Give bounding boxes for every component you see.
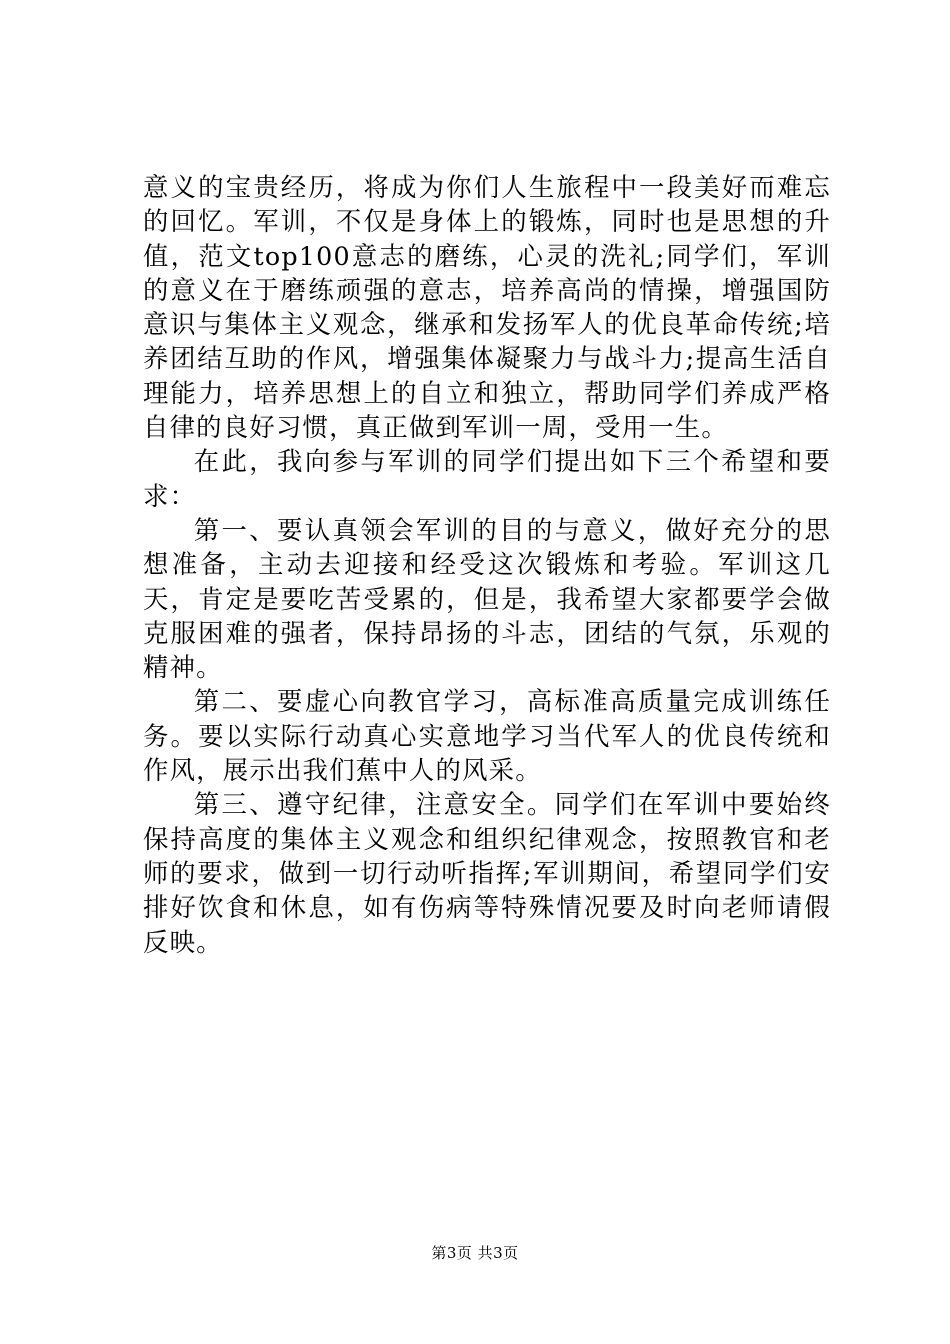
paragraph-requirement-3: 第三、遵守纪律，注意安全。同学们在军训中要始终保持高度的集体主义观念和组织纪律观念，按照教官和老师的要求，做到一切行动听指挥;军训期间，希望同学们安排好饮食和休息，如有伤病等特殊情况要及时向老师请假反映。	[143, 789, 831, 957]
document-body	[143, 170, 831, 959]
paragraph-requirement-2: 第二、要虚心向教官学习，高标准高质量完成训练任务。要以实际行动真心实意地学习当代军人的优良传统和作风，展示出我们蕉中人的风采。	[143, 686, 831, 786]
page-number-footer: 第3页 共3页	[431, 1244, 519, 1262]
paragraph-intro-requirements: 在此，我向参与军训的同学们提出如下三个希望和要求：	[143, 446, 831, 511]
paragraph-continuation: 意义的宝贵经历，将成为你们人生旅程中一段美好而难忘的回忆。军训，不仅是身体上的锻炼，同时也是思想的升值，范文top100意志的磨练，心灵的洗礼;同学们，军训的意义在于磨练顽强的意志，培养高尚的情操，增强国防意识与集体主义观念，继承和发扬军人的优良革命传统;培养团结互助的作风，增强集体凝聚力与战斗力;提高生活自理能力，培养思想上的自立和独立，帮助同学们养成严格自律的良好习惯，真正做到军训一周，受用一生。	[143, 172, 831, 443]
paragraph-requirement-1: 第一、要认真领会军训的目的与意义，做好充分的思想准备，主动去迎接和经受这次锻炼和考验。军训这几天，肯定是要吃苦受累的，但是，我希望大家都要学会做克服困难的强者，保持昂扬的斗志，团结的气氛，乐观的精神。	[143, 514, 831, 683]
